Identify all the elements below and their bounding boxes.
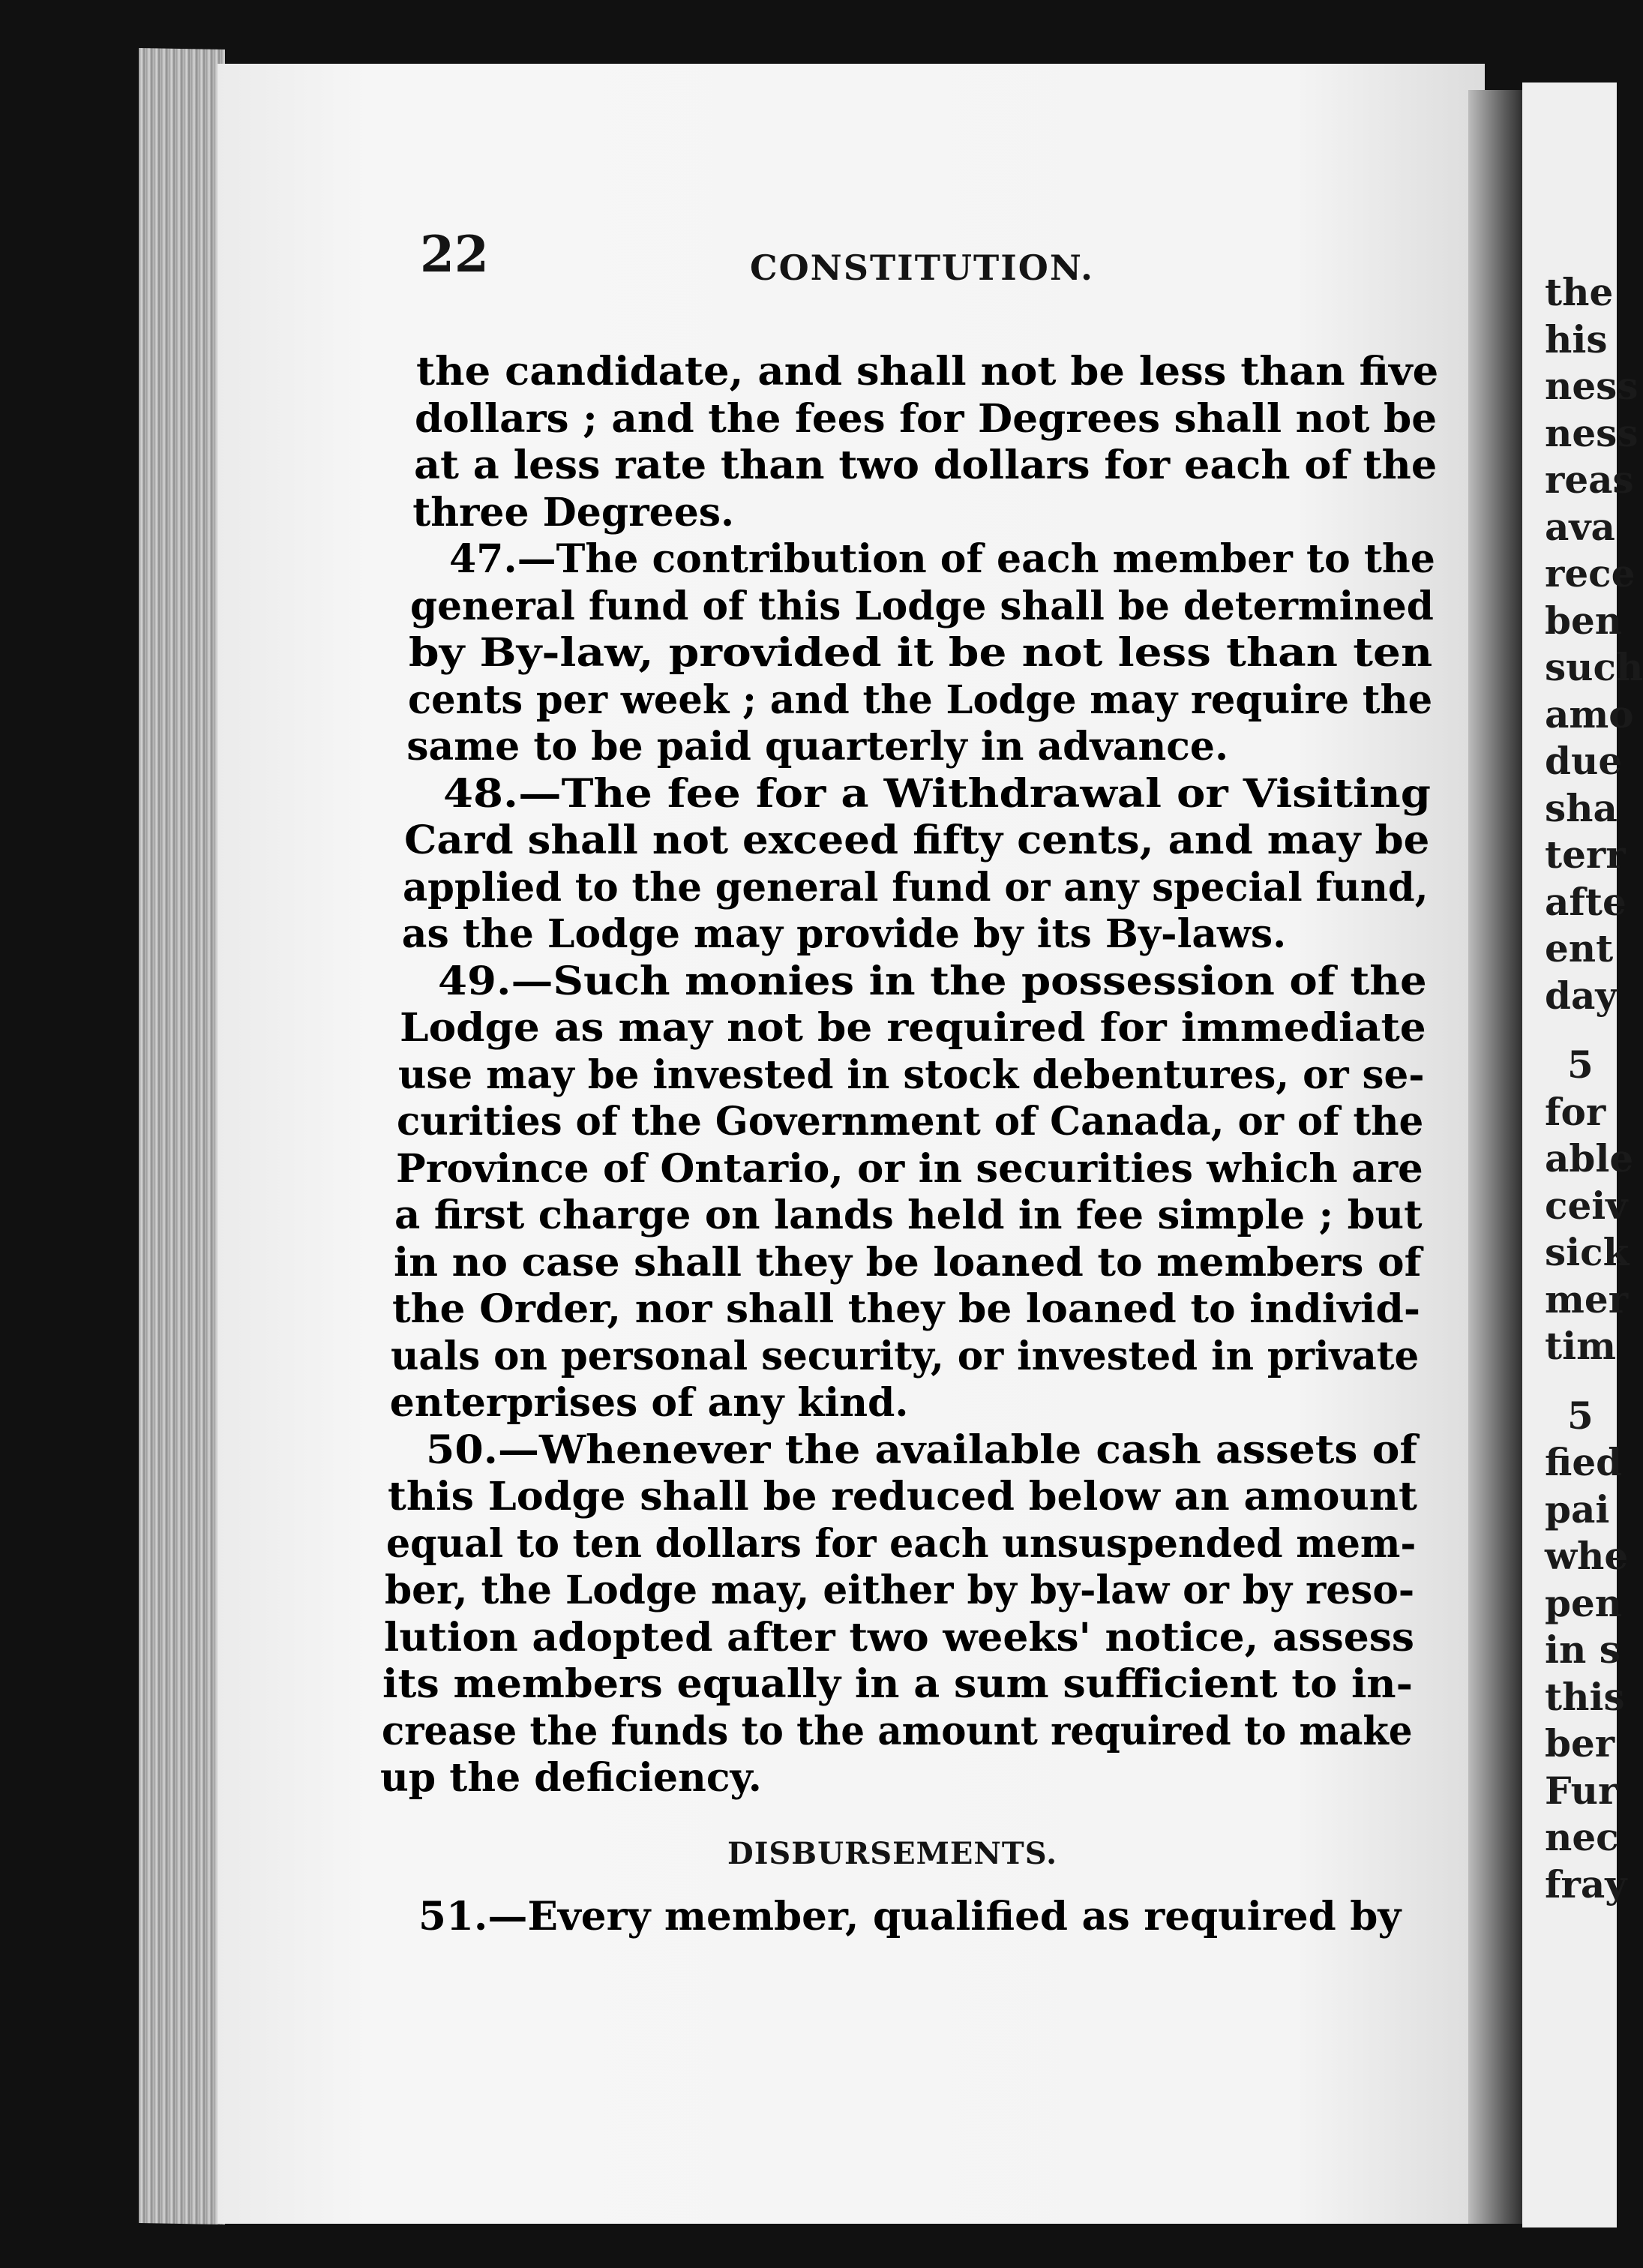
body-line: enterprises of any kind. [389, 1380, 909, 1426]
body-line: its members equally in a sum sufficient to in- [382, 1661, 1414, 1707]
right-page-fragment-line: the [1545, 270, 1614, 314]
right-page-fragment-line: sha [1545, 785, 1618, 830]
right-page-fragment-line: Fur [1545, 1768, 1618, 1813]
right-page-fragment-line: ent [1545, 926, 1614, 970]
body-line: Card shall not exceed fifty cents, and may be [404, 818, 1430, 863]
body-line: uals on personal security, or invested in private [391, 1333, 1420, 1379]
body-line: the Order, nor shall they be loaned to individ- [392, 1286, 1421, 1332]
right-page-fragment-line: fray [1545, 1862, 1627, 1906]
body-line: 50.—Whenever the available cash assets of [426, 1426, 1418, 1473]
body-line: a first charge on lands held in fee simple ; but [394, 1192, 1423, 1238]
body-line: lution adopted after two weeks' notice, assess [383, 1614, 1414, 1660]
body-line: Lodge as may not be required for immediate [399, 1005, 1426, 1051]
body-line: 47.—The contribution of each member to the [448, 536, 1435, 582]
body-line: as the Lodge may provide by its By-laws. [401, 911, 1287, 957]
body-line: same to be paid quarterly in advance. [406, 724, 1229, 770]
body-line: the candidate, and shall not be less than five [416, 349, 1439, 394]
right-page-fragment-line: fied [1545, 1440, 1623, 1484]
right-page-fragment-line: tim [1545, 1324, 1616, 1368]
right-page-fragment-line: his [1545, 316, 1608, 362]
book-gutter [1468, 90, 1525, 2224]
right-page-fragment-line: pen [1545, 1580, 1623, 1625]
right-page-fragment-line: rece [1545, 551, 1636, 596]
right-page-fragment-line: ben [1545, 598, 1623, 643]
body-line: curities of the Government of Canada, or of the [397, 1099, 1424, 1144]
right-page-fragment [1522, 82, 1643, 2228]
right-page-fragment-line: afte [1545, 879, 1627, 924]
body-line: at a less rate than two dollars for each of the [413, 442, 1438, 488]
right-page-fragment-line: ber [1545, 1721, 1615, 1766]
body-line: 49.—Such monies in the possession of the [438, 958, 1427, 1004]
right-page-fragment-line: for [1545, 1089, 1606, 1134]
body-line-last: 51.—Every member, qualified as required by [418, 1894, 1402, 1940]
body-line: general fund of this Lodge shall be determined [410, 583, 1434, 629]
page-edge [139, 48, 225, 2224]
right-page-fragment-line: due [1545, 739, 1623, 783]
right-page-fragment-line: ceiv [1545, 1183, 1628, 1228]
right-page-fragment-line: whe [1545, 1534, 1629, 1578]
right-page-fragment-line: mer [1545, 1276, 1629, 1322]
right-page-fragment-line: ness [1545, 410, 1639, 455]
right-page-fragment-line: able [1545, 1136, 1634, 1180]
right-page-fragment-line: this [1545, 1674, 1625, 1719]
body-line: up the deficiency. [380, 1755, 762, 1801]
body-line: three Degrees. [412, 489, 735, 536]
body-line: ber, the Lodge may, either by by-law or by reso- [385, 1568, 1415, 1613]
right-page-fragment-line: sick [1545, 1230, 1630, 1274]
body-line: dollars ; and the fees for Degrees shall not be [415, 395, 1438, 442]
right-page-fragment-line: pai [1545, 1486, 1610, 1532]
body-line: this Lodge shall be reduced below an amount [387, 1474, 1417, 1520]
right-page-fragment-line: ava [1545, 504, 1615, 549]
body-line: equal to ten dollars for each unsuspended mem- [386, 1520, 1417, 1567]
right-page-fragment-line: amo [1545, 692, 1634, 736]
body-line: in no case shall they be loaned to members of [393, 1239, 1422, 1286]
right-page-fragment-line: 5 [1567, 1042, 1594, 1087]
body-line: 48.—The fee for a Withdrawal or Visiting [442, 770, 1431, 817]
right-page-fragment-line: day [1545, 973, 1618, 1018]
right-page-fragment-line: 5 [1567, 1393, 1594, 1438]
body-line: by By-law, provided it be not less than ten [409, 630, 1433, 676]
right-page-fragment-line: in s [1545, 1628, 1621, 1672]
body-line: Province of Ontario, or in securities which are [395, 1145, 1423, 1192]
page-number: 22 [420, 225, 489, 284]
running-head: CONSTITUTION. [750, 248, 1094, 288]
section-heading: DISBURSEMENTS. [727, 1836, 1058, 1871]
body-line: crease the funds to the amount required to make [381, 1708, 1413, 1754]
right-page-fragment-line: nec [1545, 1815, 1619, 1859]
body-line: cents per week ; and the Lodge may require the [407, 676, 1432, 723]
body-line: use may be invested in stock debentures, or se- [398, 1052, 1425, 1098]
right-page-fragment-line: ness [1545, 364, 1639, 408]
body-line: applied to the general fund or any special fund, [403, 864, 1429, 910]
right-page-fragment-line: terr [1545, 832, 1626, 877]
right-page-fragment-line: such [1545, 645, 1643, 689]
right-page-fragment-line: reas [1545, 458, 1634, 502]
